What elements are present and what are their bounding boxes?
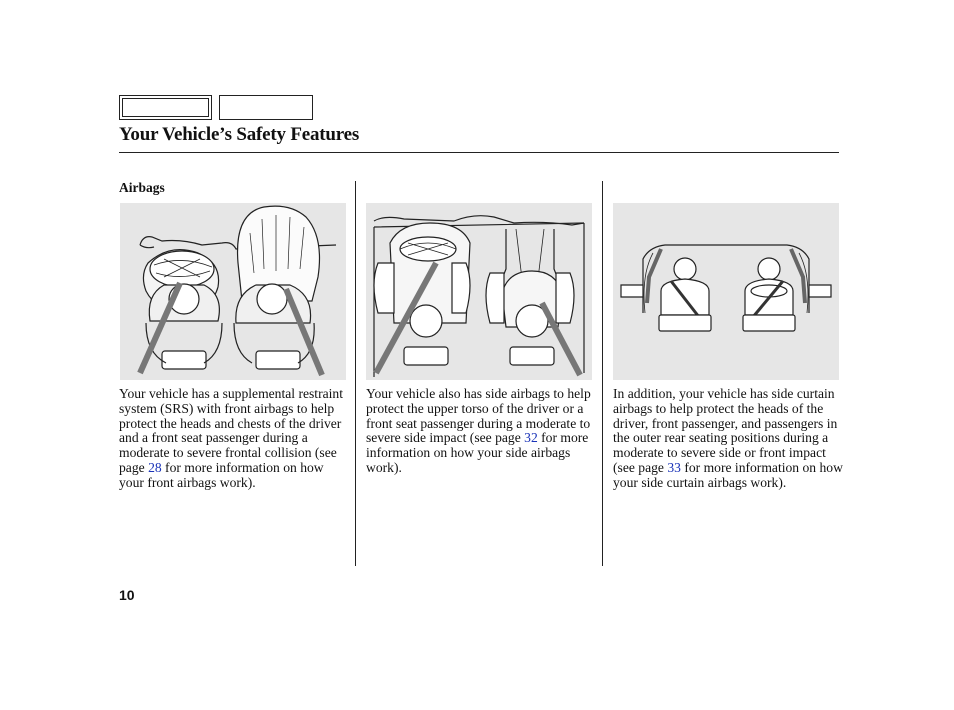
page-link[interactable]: 28 bbox=[148, 459, 162, 475]
paragraph-text: Your vehicle also has side airbags to help protect the upper torso of the driver or a front seat passenger during a moderate to severe side impact (see page bbox=[366, 386, 591, 446]
front-airbags-illustration bbox=[120, 203, 346, 380]
title-divider bbox=[119, 152, 839, 153]
column-divider bbox=[602, 181, 603, 566]
side-curtain-airbags-description bbox=[613, 387, 843, 491]
column-divider bbox=[355, 181, 356, 566]
paragraph-text: for more information on how your side curtain airbags work). bbox=[613, 459, 843, 490]
page-link[interactable]: 33 bbox=[667, 459, 681, 475]
page-link[interactable]: 32 bbox=[524, 430, 538, 446]
paragraph-text: In addition, your vehicle has side curtain airbags to help protect the heads of the driver, front passenger, and passengers in the outer rear seating positions during a moderate to severe side or front impact (see page bbox=[613, 386, 838, 475]
page-title: Your Vehicle’s Safety Features bbox=[119, 124, 360, 145]
paragraph-text: for more information on how your side airbags work). bbox=[366, 430, 589, 475]
side-airbags-description bbox=[366, 387, 596, 476]
side-airbags-illustration bbox=[366, 203, 592, 380]
nav-tab-next[interactable] bbox=[219, 95, 313, 120]
page-number: 10 bbox=[119, 587, 135, 603]
paragraph-text: for more information on how your front airbags work). bbox=[119, 459, 324, 490]
section-heading: Airbags bbox=[119, 180, 165, 195]
nav-tab-previous[interactable] bbox=[119, 95, 212, 120]
paragraph-text: Your vehicle has a supplemental restraint system (SRS) with front airbags to help protect the heads and chests of the driver and a front seat passenger during a moderate to severe frontal collision (see page bbox=[119, 386, 343, 475]
side-curtain-airbags-illustration bbox=[613, 203, 839, 380]
front-airbags-description bbox=[119, 387, 349, 491]
